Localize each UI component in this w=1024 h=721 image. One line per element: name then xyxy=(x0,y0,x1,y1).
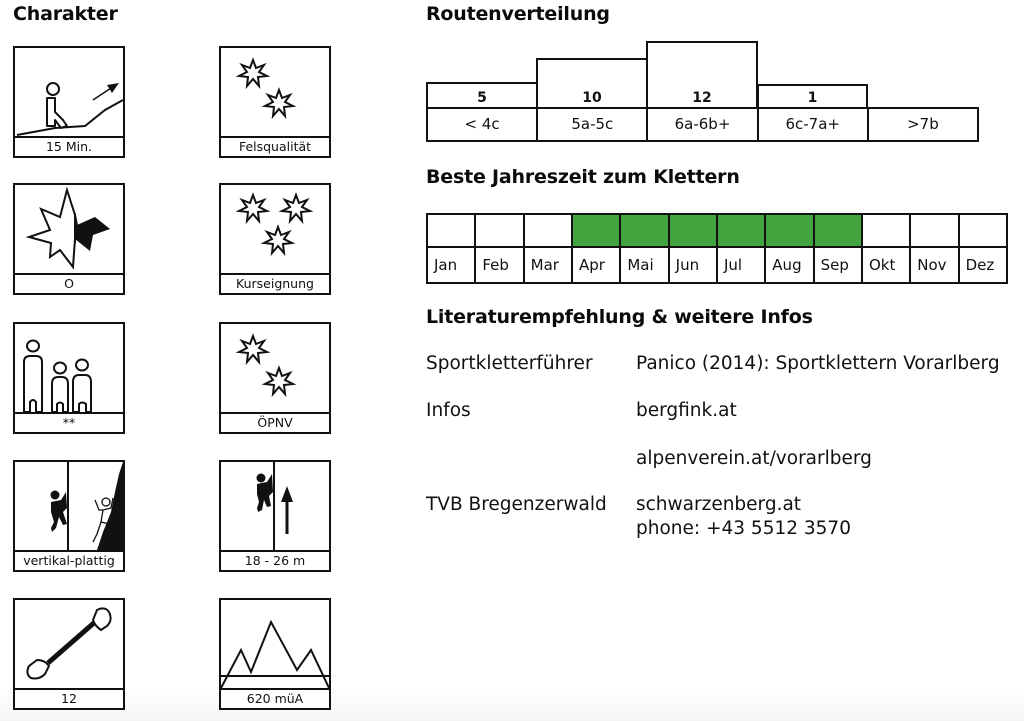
month-fill xyxy=(621,215,667,248)
literature-key: Sportkletterführer xyxy=(426,353,593,374)
icon-card-hoehe xyxy=(219,598,331,710)
month-fill xyxy=(815,215,861,248)
icon-caption: O xyxy=(15,273,123,293)
bar-value: 10 xyxy=(582,90,602,106)
month-fill xyxy=(863,215,909,248)
literature-key: Infos xyxy=(426,400,471,421)
icon-card-felsqualitaet xyxy=(219,46,331,158)
month-jul xyxy=(718,215,766,282)
month-nov xyxy=(911,215,959,282)
grade-label: < 4c xyxy=(428,109,538,140)
month-dez xyxy=(960,215,1006,282)
icon-card-zustieg xyxy=(13,46,125,158)
month-mai xyxy=(621,215,669,282)
bar-value: 5 xyxy=(477,90,487,106)
month-jan xyxy=(428,215,476,282)
month-fill xyxy=(670,215,716,248)
month-label: Jul xyxy=(723,256,743,274)
month-label: Mai xyxy=(627,256,654,274)
bar-value: 1 xyxy=(807,90,818,106)
icon-caption: 12 xyxy=(15,688,123,708)
literature-link[interactable]: schwarzenberg.at xyxy=(636,494,802,515)
climber-wall-icon xyxy=(15,462,123,550)
literatur-heading: Literaturempfehlung & weitere Infos xyxy=(426,306,813,328)
bar-value: 12 xyxy=(692,90,712,106)
bar-4c xyxy=(426,82,538,109)
month-fill xyxy=(718,215,764,248)
literature-link[interactable]: alpenverein.at/vorarlberg xyxy=(636,448,872,469)
month-aug xyxy=(766,215,814,282)
literature-value: Panico (2014): Sportklettern Vorarlberg xyxy=(636,353,1000,374)
icon-caption: ÖPNV xyxy=(221,412,329,432)
month-apr xyxy=(573,215,621,282)
icon-card-kurseignung xyxy=(219,183,331,295)
month-label: Jun xyxy=(675,256,700,274)
month-label: Nov xyxy=(917,256,947,274)
month-fill xyxy=(428,215,474,248)
month-label: Mar xyxy=(530,256,559,274)
routenverteilung-heading: Routenverteilung xyxy=(426,3,610,25)
three-stars-icon xyxy=(221,185,329,273)
icon-card-wandcharakter xyxy=(13,460,125,572)
two-stars-icon xyxy=(221,324,329,412)
icon-caption: 18 - 26 m xyxy=(221,550,329,570)
month-label: Apr xyxy=(578,256,605,274)
month-sep xyxy=(815,215,863,282)
sun-orientation-icon xyxy=(15,185,123,273)
icon-caption: 620 müA xyxy=(221,688,329,708)
icon-card-routenlaenge xyxy=(219,460,331,572)
month-fill xyxy=(960,215,1006,248)
month-label: Jan xyxy=(434,256,458,274)
month-fill xyxy=(766,215,812,248)
grade-label: >7b xyxy=(907,115,939,133)
month-label: Aug xyxy=(772,256,802,274)
bar-6c-7a xyxy=(757,84,868,109)
month-fill xyxy=(911,215,957,248)
route-distribution-chart xyxy=(426,38,980,142)
icon-caption: 15 Min. xyxy=(15,136,123,156)
jahreszeit-heading: Beste Jahreszeit zum Klettern xyxy=(426,166,740,188)
month-label: Dez xyxy=(965,256,995,274)
grade-label: 6c-7a+ xyxy=(759,109,869,140)
hiker-uphill-icon xyxy=(15,48,123,136)
icon-card-oepnv xyxy=(219,322,331,434)
icon-card-routenanzahl xyxy=(13,598,125,710)
mountain-icon xyxy=(221,600,329,688)
icon-caption: ** xyxy=(15,412,123,432)
literature-link[interactable]: bergfink.at xyxy=(636,400,737,421)
literature-key: TVB Bregenzerwald xyxy=(426,494,607,515)
grade-label: 6a-6b+ xyxy=(648,109,758,140)
climber-length-icon xyxy=(221,462,329,550)
month-fill xyxy=(573,215,619,248)
season-calendar xyxy=(426,213,1008,284)
month-fill xyxy=(525,215,571,248)
month-label: Okt xyxy=(868,256,896,274)
month-label: Sep xyxy=(820,256,849,274)
month-jun xyxy=(670,215,718,282)
bar-5a-5c xyxy=(536,58,648,109)
phone-number: phone: +43 5512 3570 xyxy=(636,518,851,539)
quickdraw-icon xyxy=(15,600,123,688)
icon-card-ausrichtung xyxy=(13,183,125,295)
family-icon xyxy=(15,324,123,412)
month-mar xyxy=(525,215,573,282)
grade-label: 5a-5c xyxy=(538,109,648,140)
grade-labels-row xyxy=(426,107,979,142)
icon-caption: vertikal-plattig xyxy=(15,550,123,570)
month-feb xyxy=(476,215,524,282)
icon-card-familie xyxy=(13,322,125,434)
icon-caption: Kurseignung xyxy=(221,273,329,293)
month-label: Feb xyxy=(482,256,509,274)
charakter-heading: Charakter xyxy=(13,3,118,25)
bar-6a-6b xyxy=(646,41,758,109)
icon-caption: Felsqualität xyxy=(221,136,329,156)
month-fill xyxy=(476,215,522,248)
month-okt xyxy=(863,215,911,282)
two-stars-icon xyxy=(221,48,329,136)
